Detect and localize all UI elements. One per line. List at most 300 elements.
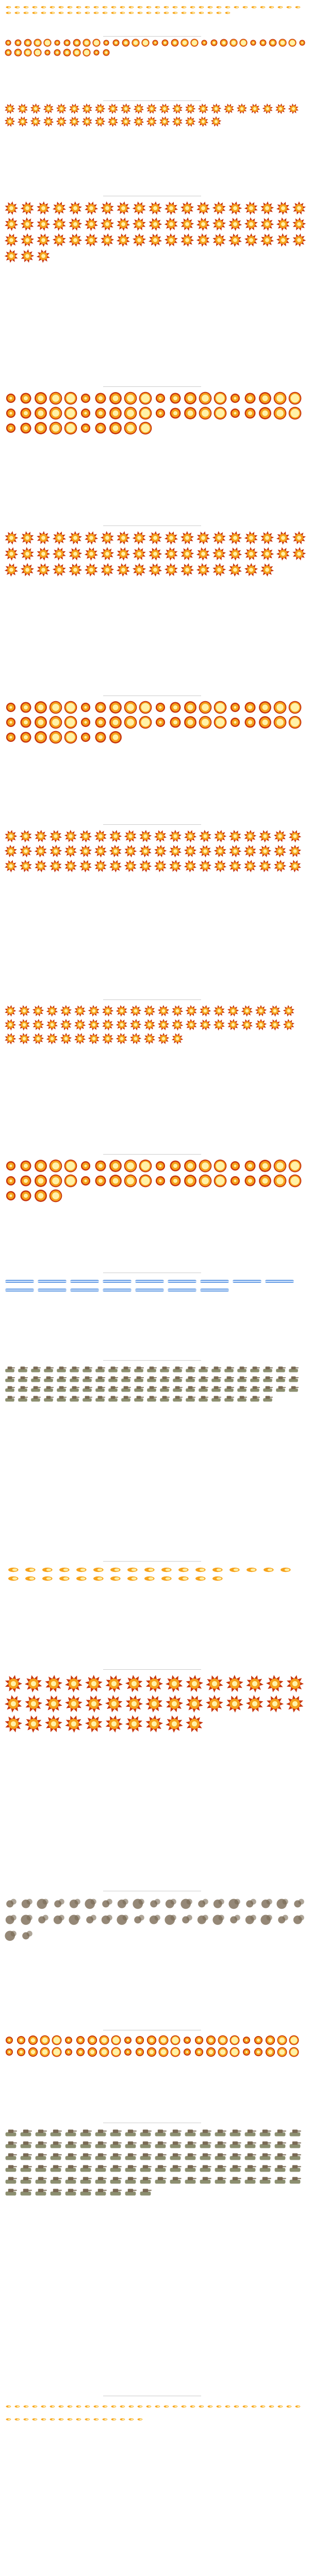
explosion-frame <box>129 1032 142 1045</box>
fireball-frame <box>124 392 137 405</box>
explosion-frame <box>164 233 178 247</box>
vehicle-frame <box>109 2128 122 2138</box>
fireball-frame <box>289 2035 299 2045</box>
fireball-frame <box>109 1159 122 1173</box>
fireball-frame <box>34 1174 47 1188</box>
vehicle-frame <box>94 2187 107 2197</box>
fireball-frame <box>28 2035 38 2045</box>
projectile-frame <box>123 1575 139 1582</box>
fireball-frame <box>135 2035 145 2045</box>
fireball-frame <box>243 1174 257 1188</box>
explosion-frame <box>205 1694 224 1713</box>
vehicle-frame <box>107 1365 119 1374</box>
explosion-frame <box>139 844 152 858</box>
explosion-frame <box>185 1019 198 1031</box>
smoke-frame <box>164 1896 178 1910</box>
projectile-frame <box>276 2401 283 2412</box>
fireball-frame <box>228 1159 242 1173</box>
explosion-frame <box>269 1019 281 1031</box>
explosion-frame <box>116 531 130 545</box>
projectile-frame <box>57 5 64 9</box>
explosion-frame <box>185 1005 198 1017</box>
explosion-frame <box>145 1715 163 1733</box>
explosion-frame <box>292 233 306 247</box>
explosion-frame <box>19 844 32 858</box>
explosion-frame <box>260 531 274 545</box>
vehicle-frame <box>243 2175 257 2185</box>
explosion-frame <box>4 547 19 561</box>
explosion-frame <box>210 103 222 114</box>
sprite-caption <box>103 380 201 387</box>
explosion-frame <box>88 1019 100 1031</box>
explosion-frame <box>17 103 28 114</box>
fireball-frame <box>199 716 212 729</box>
fireball-frame <box>87 2035 97 2045</box>
vehicle-frame <box>69 1365 80 1374</box>
projectile-frame <box>225 1566 241 1573</box>
explosion-frame <box>227 1005 239 1017</box>
smoke-frame <box>100 1896 114 1910</box>
vehicle-frame <box>64 2187 77 2197</box>
fireball-frame <box>34 1189 47 1202</box>
fireball-frame <box>182 2047 192 2057</box>
projectile-frame <box>276 5 283 9</box>
sprite-caption <box>103 2116 201 2123</box>
fireball-frame <box>169 1174 182 1188</box>
explosion-frame <box>49 859 62 873</box>
vehicle-frame <box>273 2140 287 2150</box>
fireball-frame <box>277 2047 287 2057</box>
explosion-frame <box>46 1032 58 1045</box>
fireball-frame <box>49 731 62 744</box>
projectile-frame <box>197 5 204 9</box>
vehicle-frame <box>184 2151 197 2162</box>
explosion-frame <box>32 1032 44 1045</box>
fireball-frame <box>19 701 32 714</box>
projectile-frame <box>250 5 257 9</box>
explosion-frame <box>36 249 51 263</box>
explosion-frame <box>154 859 167 873</box>
explosion-frame <box>64 844 77 858</box>
vehicle-frame <box>249 1375 260 1383</box>
explosion-frame <box>64 859 77 873</box>
fireball-frame <box>220 39 228 47</box>
fireball-frame <box>64 421 77 435</box>
projectile-frame <box>179 2401 187 2412</box>
explosion-frame <box>4 531 19 545</box>
vehicle-frame <box>133 1385 144 1393</box>
sprite-band <box>4 201 308 386</box>
projectile-frame <box>101 2414 108 2425</box>
fireball-frame <box>64 406 77 420</box>
vehicle-frame <box>236 1375 248 1383</box>
fireball-frame <box>34 39 42 47</box>
fireball-frame <box>73 39 81 47</box>
fireball-frame <box>4 1159 18 1173</box>
smoke-frame <box>276 1896 290 1910</box>
explosion-frame <box>34 844 47 858</box>
vehicle-frame <box>146 1375 157 1383</box>
fireball-frame <box>180 39 189 47</box>
fireball-frame <box>73 48 81 57</box>
fireball-frame <box>273 392 287 405</box>
vehicle-frame <box>199 2163 212 2174</box>
vehicle-frame <box>79 2175 92 2185</box>
explosion-frame <box>286 1694 304 1713</box>
beam-frame <box>37 1286 68 1294</box>
vehicle-frame <box>49 2187 62 2197</box>
explosion-frame <box>288 844 302 858</box>
fireball-frame <box>122 39 130 47</box>
vehicle-frame <box>124 2151 137 2162</box>
vehicle-frame <box>288 2175 302 2185</box>
fireball-frame <box>200 39 208 47</box>
projectile-frame <box>241 5 248 9</box>
smoke-frame <box>52 1896 67 1910</box>
projectile-frame <box>74 5 81 9</box>
sprite-caption <box>103 1555 201 1562</box>
fireball-frame <box>75 2035 86 2045</box>
vehicle-frame <box>120 1395 132 1403</box>
fireball-frame <box>43 39 52 47</box>
beam-frame <box>4 1286 35 1294</box>
explosion-frame <box>143 1005 156 1017</box>
projectile-frame <box>258 2401 266 2412</box>
explosion-frame <box>262 103 273 114</box>
fireball-frame <box>109 406 122 420</box>
fireball-frame <box>194 2047 204 2057</box>
fireball-frame <box>99 2035 109 2045</box>
projectile-frame <box>48 2414 55 2425</box>
smoke-frame <box>36 1912 51 1926</box>
fireball-frame <box>184 716 197 729</box>
explosion-frame <box>212 547 226 561</box>
explosion-frame <box>43 116 54 127</box>
explosion-frame <box>100 217 114 231</box>
explosion-frame <box>102 1032 114 1045</box>
vehicle-frame <box>139 2128 152 2138</box>
explosion-frame <box>133 116 144 127</box>
explosion-frame <box>276 531 290 545</box>
sprite-band <box>4 531 308 696</box>
fireball-frame <box>154 1159 167 1173</box>
explosion-frame <box>212 531 226 545</box>
fireball-frame <box>79 1159 92 1173</box>
explosion-frame <box>60 1019 72 1031</box>
vehicle-frame <box>185 1395 196 1403</box>
explosion-frame <box>255 1005 267 1017</box>
vehicle-frame <box>69 1395 80 1403</box>
vehicle-frame <box>43 1395 54 1403</box>
explosion-frame <box>4 1674 23 1693</box>
vehicle-frame <box>49 2163 62 2174</box>
fireball-frame <box>199 406 212 420</box>
fireball-frame <box>19 1159 32 1173</box>
vehicle-frame <box>79 2140 92 2150</box>
projectile-frame <box>215 5 222 9</box>
smoke-frame <box>164 1912 178 1926</box>
explosion-frame <box>180 201 194 215</box>
fireball-frame <box>184 1174 197 1188</box>
vehicle-frame <box>30 1375 41 1383</box>
projectile-frame <box>48 2401 55 2412</box>
explosion-frame <box>292 201 306 215</box>
explosion-frame <box>159 103 170 114</box>
fireball-frame <box>154 406 167 420</box>
beam-frame <box>102 1278 133 1285</box>
sprite-band <box>4 1566 308 1669</box>
vehicle-frame <box>249 1395 260 1403</box>
vehicle-frame <box>133 1395 144 1403</box>
fireball-frame <box>102 39 110 47</box>
projectile-frame <box>118 5 125 9</box>
explosion-frame <box>36 563 51 577</box>
fireball-frame <box>258 716 272 729</box>
explosion-frame <box>169 859 182 873</box>
fireball-frame <box>79 1174 92 1188</box>
projectile-frame <box>223 2401 231 2412</box>
explosion-frame <box>199 1019 211 1031</box>
explosion-frame <box>164 563 178 577</box>
smoke-frame <box>148 1912 162 1926</box>
vehicle-frame <box>139 2187 152 2197</box>
vehicle-frame <box>184 2140 197 2150</box>
vehicle-frame <box>288 1385 299 1393</box>
explosion-frame <box>109 829 122 843</box>
explosion-frame <box>172 116 183 127</box>
fireball-frame <box>52 2035 62 2045</box>
projectile-frame <box>144 5 152 9</box>
fireball-frame <box>124 716 137 729</box>
projectile-frame <box>21 1575 37 1582</box>
explosion-frame <box>84 201 98 215</box>
vehicle-frame <box>94 2175 107 2185</box>
fireball-frame <box>132 39 140 47</box>
vehicle-frame <box>94 1395 106 1403</box>
fireball-frame <box>99 2047 109 2057</box>
explosion-frame <box>107 103 119 114</box>
explosion-frame <box>196 217 210 231</box>
fireball-frame <box>265 2035 275 2045</box>
vehicle-frame <box>107 1395 119 1403</box>
vehicle-frame <box>262 1395 273 1403</box>
explosion-frame <box>214 859 227 873</box>
vehicle-frame <box>79 2187 92 2197</box>
projectile-frame <box>206 11 213 15</box>
explosion-frame <box>196 201 210 215</box>
explosion-frame <box>146 116 157 127</box>
projectile-frame <box>118 2414 125 2425</box>
projectile-frame <box>153 2401 160 2412</box>
vehicle-frame <box>124 2175 137 2185</box>
smoke-frame <box>36 1896 51 1910</box>
vehicle-frame <box>169 2163 182 2174</box>
projectile-frame <box>136 5 143 9</box>
vehicle-frame <box>159 1395 170 1403</box>
vehicle-frame <box>139 2163 152 2174</box>
explosion-frame <box>244 217 258 231</box>
fireball-frame <box>79 406 92 420</box>
explosion-frame <box>69 116 80 127</box>
vehicle-frame <box>120 1365 132 1374</box>
explosion-frame <box>241 1019 253 1031</box>
fireball-frame <box>199 1159 212 1173</box>
explosion-frame <box>60 1032 72 1045</box>
explosion-frame <box>46 1005 58 1017</box>
vehicle-frame <box>262 1385 273 1393</box>
explosion-frame <box>185 1694 204 1713</box>
projectile-frame <box>118 2401 125 2412</box>
projectile-frame <box>30 11 38 15</box>
explosion-frame <box>169 829 182 843</box>
explosion-frame <box>94 859 107 873</box>
explosion-frame <box>212 233 226 247</box>
fireball-frame <box>214 716 227 729</box>
beam-frame <box>134 1286 165 1294</box>
beam-frame <box>167 1286 198 1294</box>
vehicle-frame <box>288 1365 299 1374</box>
fireball-frame <box>53 39 61 47</box>
vehicle-frame <box>243 2140 257 2150</box>
projectile-frame <box>39 2401 46 2412</box>
fireball-frame <box>4 2047 14 2057</box>
projectile-frame <box>92 2401 99 2412</box>
explosion-frame <box>145 1674 163 1693</box>
projectile-frame <box>153 5 160 9</box>
sprite-caption <box>103 190 201 196</box>
fireball-frame <box>184 701 197 714</box>
explosion-frame <box>236 103 248 114</box>
sprite-band <box>4 701 308 824</box>
explosion-frame <box>171 1019 184 1031</box>
vehicle-frame <box>4 1385 15 1393</box>
vehicle-frame <box>139 2140 152 2150</box>
explosion-frame <box>157 1019 170 1031</box>
projectile-frame <box>136 2401 143 2412</box>
fireball-frame <box>170 2035 180 2045</box>
projectile-frame <box>55 1566 71 1573</box>
explosion-frame <box>227 1019 239 1031</box>
fireball-frame <box>139 701 152 714</box>
explosion-frame <box>105 1694 123 1713</box>
explosion-frame <box>276 201 290 215</box>
projectile-frame <box>171 2401 178 2412</box>
explosion-frame <box>52 563 67 577</box>
fireball-frame <box>288 392 302 405</box>
vehicle-frame <box>19 2151 32 2162</box>
explosion-frame <box>243 844 257 858</box>
explosion-frame <box>275 103 286 114</box>
explosion-frame <box>143 1019 156 1031</box>
fireball-frame <box>19 731 32 744</box>
vehicle-frame <box>34 2151 47 2162</box>
projectile-frame <box>109 5 117 9</box>
projectile-frame <box>157 1566 173 1573</box>
vehicle-frame <box>210 1395 222 1403</box>
fireball-frame <box>40 2035 50 2045</box>
explosion-frame <box>228 563 242 577</box>
explosion-frame <box>84 563 98 577</box>
explosion-frame <box>196 233 210 247</box>
explosion-frame <box>116 217 130 231</box>
fireball-frame <box>34 716 47 729</box>
projectile-frame <box>215 11 222 15</box>
fireball-frame <box>4 2035 14 2045</box>
fireball-frame <box>24 48 32 57</box>
projectile-frame <box>162 11 169 15</box>
fireball-frame <box>64 392 77 405</box>
explosion-frame <box>102 1005 114 1017</box>
fireball-frame <box>124 1159 137 1173</box>
vehicle-frame <box>214 2163 227 2174</box>
vehicle-frame <box>273 2151 287 2162</box>
explosion-frame <box>4 829 18 843</box>
explosion-frame <box>180 563 194 577</box>
explosion-frame <box>255 1019 267 1031</box>
vehicle-frame <box>34 2140 47 2150</box>
fireball-frame <box>199 1174 212 1188</box>
explosion-frame <box>105 1674 123 1693</box>
projectile-frame <box>140 1566 156 1573</box>
fireball-frame <box>214 1174 227 1188</box>
explosion-frame <box>81 116 93 127</box>
vehicle-frame <box>185 1375 196 1383</box>
explosion-frame <box>100 233 114 247</box>
explosion-frame <box>244 233 258 247</box>
fireball-frame <box>243 406 257 420</box>
fireball-frame <box>4 48 12 57</box>
vehicle-frame <box>4 1365 15 1374</box>
smoke-frame <box>4 1928 19 1942</box>
fireball-frame <box>243 716 257 729</box>
vehicle-frame <box>172 1365 183 1374</box>
projectile-frame <box>241 2401 248 2412</box>
vehicle-frame <box>56 1395 67 1403</box>
explosion-frame <box>124 829 137 843</box>
vehicle-frame <box>43 1365 54 1374</box>
projectile-frame <box>65 5 73 9</box>
vehicle-frame <box>94 2163 107 2174</box>
fireball-frame <box>19 392 32 405</box>
vehicle-frame <box>172 1385 183 1393</box>
explosion-frame <box>56 103 67 114</box>
fireball-frame <box>228 716 242 729</box>
fireball-frame <box>109 716 122 729</box>
fireball-frame <box>49 716 62 729</box>
explosion-frame <box>185 1715 204 1733</box>
vehicle-frame <box>210 1385 222 1393</box>
explosion-frame <box>85 1694 103 1713</box>
fireball-frame <box>298 39 306 47</box>
projectile-frame <box>13 5 20 9</box>
explosion-frame <box>244 531 258 545</box>
explosion-frame <box>260 233 274 247</box>
explosion-frame <box>52 233 67 247</box>
explosion-frame <box>20 563 35 577</box>
explosion-frame <box>19 829 32 843</box>
sprite-band <box>4 1896 308 2030</box>
vehicle-frame <box>199 2128 212 2138</box>
explosion-frame <box>132 547 146 561</box>
smoke-frame <box>148 1896 162 1910</box>
fireball-frame <box>199 392 212 405</box>
projectile-frame <box>144 2401 152 2412</box>
fireball-frame <box>4 392 18 405</box>
vehicle-frame <box>184 2175 197 2185</box>
explosion-frame <box>199 1005 211 1017</box>
vehicle-frame <box>69 1375 80 1383</box>
explosion-frame <box>100 547 114 561</box>
